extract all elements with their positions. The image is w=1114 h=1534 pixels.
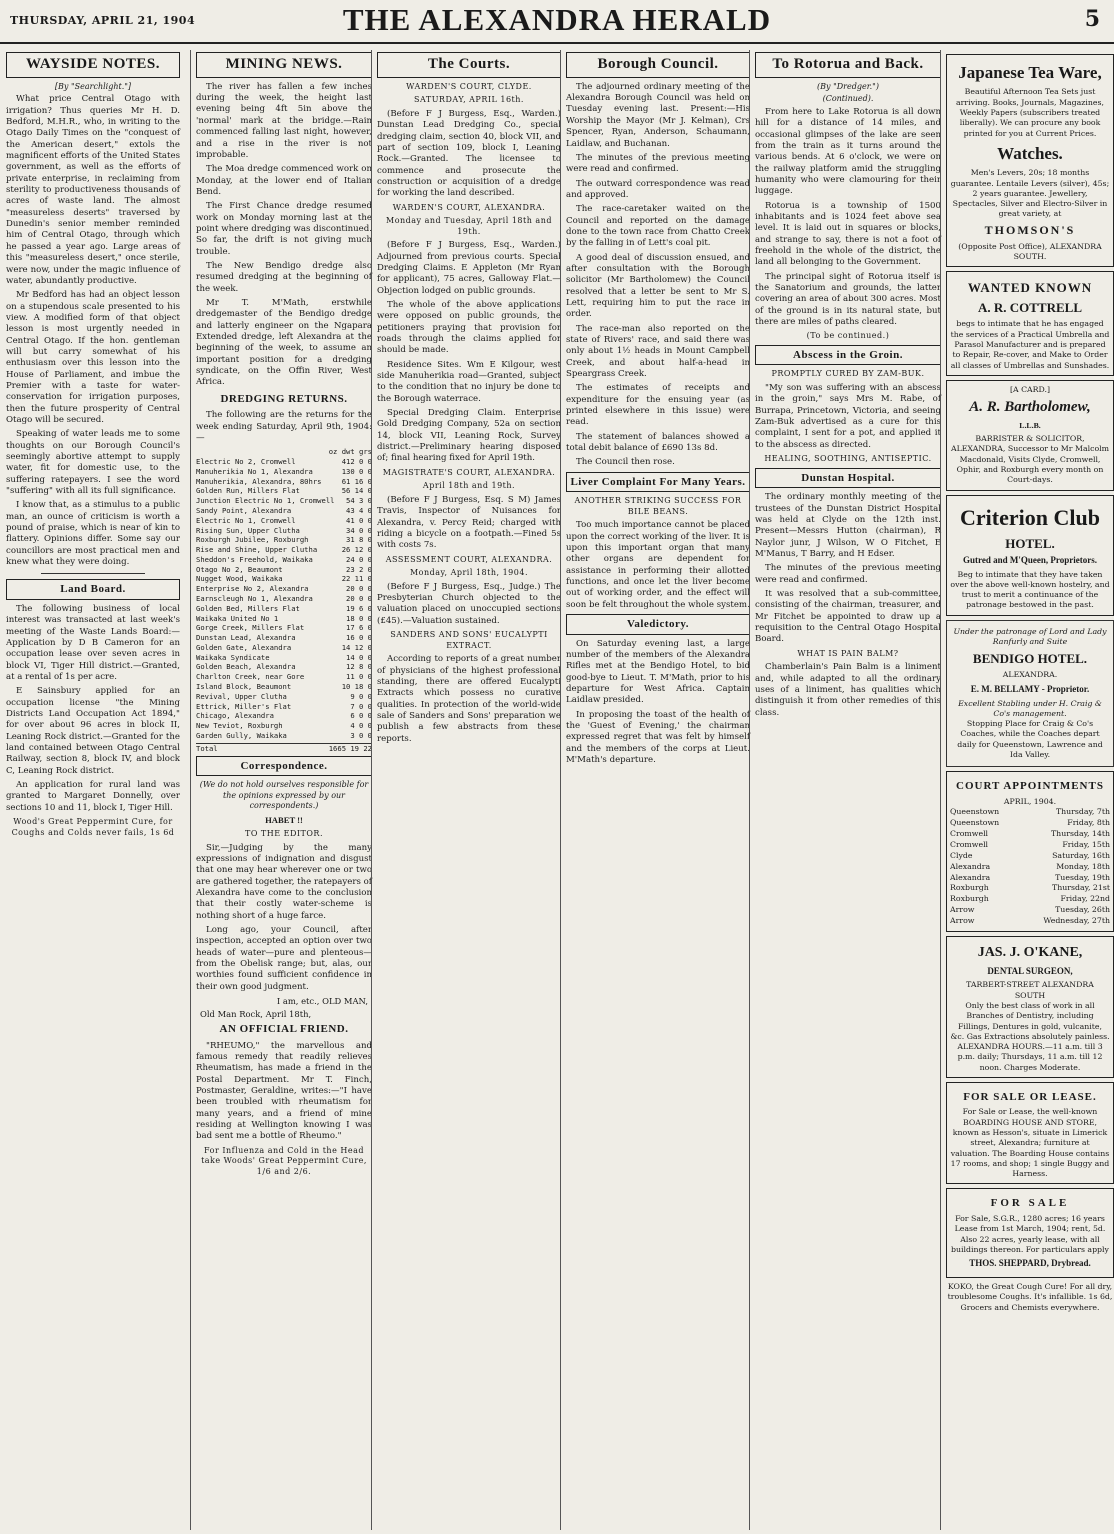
appointment-row: Queenstown Thursday, 7th	[950, 807, 1110, 817]
ad-body: Beautiful Afternoon Tea Sets just arriving. Books, Journals, Magazines, Weekly Papers (subscribers treated liberally). We can procure any book printed for you at Current Prices.	[956, 87, 1104, 138]
article-paragraph: (Before F J Burgess, Esq., Warden.) Dunstan Lead Dredging Co., special dredging claim, section 40, block VII, and part of section 109, block I, Leaning Rock.—Granted. The licensee to commence and prosecute the construction or acquisition of a dredge for working the land described.	[377, 108, 561, 199]
advertisement-snippet: Wood's Great Peppermint Cure, for Coughs and Colds never fails, 1s 6d	[11, 817, 175, 837]
ad-body: Only the best class of work in all Branches of Dentistry, including Fillings, Dentures in gold, vulcanite, &c. Gas Extractions absolutely painless.	[950, 1000, 1110, 1041]
ad-name: A. R. Bartholomew,	[969, 399, 1091, 416]
ad-body: Men's Levers, 20s; 18 months guarantee. Lentaile Levers (silver), 45s; 2 years guarantee. Jewellery, Spectacles, Silver and Electro-Silver in great variety, at	[950, 168, 1110, 219]
article-paragraph: The principal sight of Rotorua itself is the Sanatorium and grounds, the latter covering an area of about 300 acres. Most of the ground is in its natural state, but there are miles of paths cleared.	[755, 271, 941, 328]
continued-note: (To be continued.)	[806, 331, 890, 341]
table-row: Sandy Point, Alexandra 43 4 0	[196, 505, 372, 515]
column-courts	[371, 50, 566, 1530]
table-row: Ettrick, Miller's Flat 7 0 0	[196, 701, 372, 711]
court-date: Monday and Tuesday, April 18th and 19th.	[386, 216, 552, 236]
column-advertisements	[940, 50, 1114, 1530]
table-row: Earnscleugh No 1, Alexandra 20 0 0	[196, 594, 372, 603]
ad-month: APRIL, 1904.	[1003, 796, 1057, 806]
article-paragraph: The whole of the above applications were opposed on public grounds, the petitioners praying that provision for roads through the claims applied for should be made.	[377, 300, 561, 356]
article-paragraph: The adjourned ordinary meeting of the Alexandra Borough Council was held on Tuesday evening last. Present:—His Worship the Mayor (Mr J. Kelman), Crs Spencer, Ryan, Anderson, Schaumann, Laidlaw, and Buchanan.	[566, 81, 750, 149]
article-paragraph: (Before F J Burgess, Esq. S M) James Travis, Inspector of Nuisances for Alexandra, v. Percy Reid; charged with riding a bicycle on a footpath.—Fined 5s with costs 7s.	[377, 494, 561, 551]
ad-town: ALEXANDRA.	[1002, 670, 1058, 680]
ad-proprietor: E. M. BELLAMY - Proprietor.	[970, 683, 1090, 694]
table-row: Revival, Upper Clutha 9 0 0	[196, 691, 372, 701]
article-paragraph: On Saturday evening last, a large number of the members of the Alexandra Rifles met at the Bendigo Hotel, to bid good-bye to Lieut. T. M'Math, prior to his departure for West Africa. Captain Laidlaw presided.	[566, 638, 750, 706]
ad-name: THOS. SHEPPARD, Drybread.	[969, 1258, 1091, 1269]
ad-bartholomew	[946, 380, 1114, 491]
appointment-row: Alexandra Monday, 18th	[950, 861, 1110, 871]
section-heading-official-friend: AN OFFICIAL FRIEND.	[219, 1023, 349, 1036]
article-paragraph: An application for rural land was granted to Margaret Donnelly, over sections 10 and 11, block I, Tiger Hill.	[6, 780, 180, 813]
table-row: Junction Electric No 1, Cromwell 54 3 0	[196, 496, 372, 506]
advertisement-snippet: For Influenza and Cold in the Head take Woods' Great Peppermint Cure, 1/6 and 2/6.	[201, 1145, 367, 1176]
ad-dentist	[946, 936, 1114, 1078]
article-paragraph: It was resolved that a sub-committee, consisting of the chairman, treasurer, and Mr Fitchet be appointed to draw up a requisition to the Central Otago Hospital Board.	[755, 588, 941, 645]
ad-for-sale	[946, 1188, 1114, 1278]
ad-title: COURT APPOINTMENTS	[956, 780, 1104, 793]
divider	[41, 573, 145, 574]
article-paragraph: "My son was suffering with an abscess in the groin," says Mrs M. Rabe, of Burrapa, Princetown, Victoria, and seeing Zam-Buk advertised as a cure for this complaint, I sent for a pot, and applied it to the abscess as directed.	[755, 383, 941, 450]
ad-hours: ALEXANDRA HOURS.—11 a.m. till 3 p.m. daily; Thursdays, 11 a.m. till 12 noon. Charges Moderate.	[957, 1042, 1103, 1072]
appointment-row: Roxburgh Friday, 22nd	[950, 894, 1110, 904]
column-borough-council	[560, 50, 755, 1530]
table-row: Waikaka Syndicate 14 0 0	[196, 652, 372, 662]
table-row: Waikaka United No 1 18 0 0	[196, 613, 372, 623]
section-heading-dredging-returns: DREDGING RETURNS.	[220, 392, 348, 405]
article-subheading: ANOTHER STRIKING SUCCESS FOR BILE BEANS.	[574, 496, 742, 516]
letter-paragraph: Sir,—Judging by the many expressions of indignation and disgust that one may hear wherever one or two are gathered together, the ratepayers of Alexandra have come to the conclusion that their costly water-scheme is nothing short of a huge farce.	[196, 842, 372, 921]
tagline: HEALING, SOOTHING, ANTISEPTIC.	[764, 454, 932, 464]
section-heading-liver-complaint: Liver Complaint For Many Years.	[566, 472, 750, 493]
article-paragraph: Mr Bedford has had an object lesson on a stupendous scale presented to his view. A modified form of that object lesson is most urgently needed in Central Otago. If the hon. gentleman will but carry somewhat of his enthusiasm over this lesson into the House of Parliament, and imbue the Premier with a taste for water-conservation for irrigation purposes, then the future prosperity of Central Otago will be secured.	[6, 290, 180, 425]
article-paragraph: In proposing the toast of the health of the 'Guest of Evening,' the chairman expressed regret that was felt by himself and the members of the corps at Lieut. M'Math's departure.	[566, 709, 750, 766]
table-row: Chicago, Alexandra 6 0 0	[196, 711, 372, 721]
column-rotorua	[749, 50, 946, 1530]
table-row: Manuherikia, Alexandra, 80hrs 61 16 0	[196, 476, 372, 486]
newspaper-title: THE ALEXANDRA HERALD	[342, 2, 772, 37]
ad-bendigo-hotel	[946, 620, 1114, 768]
ad-title: Watches.	[997, 143, 1063, 163]
ad-for-sale-or-lease	[946, 1082, 1114, 1184]
table-row: Garden Gully, Waikaka 3 0 0	[196, 730, 372, 740]
court-subheading: WARDEN'S COURT, CLYDE.	[406, 81, 532, 91]
section-heading-dunstan-hospital: Dunstan Hospital.	[755, 468, 941, 489]
article-paragraph: The river has fallen a few inches during the week, the height last evening being 4ft 5in above the 'normal' mark at the bridge.—Rain commenced falling last night, however, and a rise in the river is not improbable.	[196, 81, 372, 160]
ad-criterion-club	[946, 495, 1114, 616]
ad-body: For Sale or Lease, the well-known BOARDING HOUSE AND STORE, known as Hesson's, situate in Limerick street, Alexandra; furniture at valuation. The Boarding House contains 17 rooms, and shop; 1 single Buggy and Harness.	[950, 1107, 1110, 1179]
article-paragraph: The First Chance dredge resumed work on Monday morning last at the point where dredging was discontinued. So far, the drift is not giving much trouble.	[196, 201, 372, 257]
table-row: Dunstan Lead, Alexandra 16 0 0	[196, 633, 372, 643]
article-subheading: WHAT IS PAIN BALM?	[797, 648, 899, 658]
ad-title: Japanese Tea Ware,	[958, 63, 1102, 82]
article-paragraph: The estimates of receipts and expenditure for the ensuing year (as printed elsewhere in this issue) were read.	[566, 383, 750, 428]
appointment-row: Cromwell Thursday, 14th	[950, 828, 1110, 838]
table-row: Golden Run, Millers Flat 56 14 0	[196, 486, 372, 496]
article-paragraph: The following are the returns for the week ending Saturday, April 9th, 1904:—	[196, 410, 372, 443]
article-paragraph: According to reports of a great number of physicians of the highest professional standing, there are offered Eucalypti Extracts which possess no curative qualities. In protection of the world-wide sale of Sanders and Sons' preparation we publish a few abstracts from these reports.	[377, 654, 561, 744]
ad-subtitle: DENTAL SURGEON,	[987, 965, 1073, 976]
letter-addressee: TO THE EDITOR.	[244, 829, 323, 838]
article-subheading: PROMPTLY CURED BY ZAM-BUK.	[771, 369, 925, 379]
table-row: Charlton Creek, near Gore 11 0 0	[196, 672, 372, 682]
article-paragraph: From here to Lake Rotorua is all down hill for a distance of 14 miles, and occasional glimpses of the lake are seen from the train as it turns around the various bends. At 6 o'clock, we were on the railway platform amid the struggling humanity who were clamouring for their luggage.	[755, 106, 941, 197]
court-subheading: MAGISTRATE'S COURT, ALEXANDRA.	[382, 467, 556, 477]
article-paragraph: The minutes of the previous meeting were read and confirmed.	[566, 152, 750, 175]
article-paragraph: Chamberlain's Pain Balm is a liniment and, while adapted to all the ordinary uses of a liniment, has qualities which distinguish it from other remedies of this class.	[755, 662, 941, 718]
court-subheading: ASSESSMENT COURT, ALEXANDRA.	[385, 554, 553, 564]
ad-proprietors: Gutred and M'Queen, Proprietors.	[963, 554, 1097, 565]
ad-name: THOMSON'S	[984, 222, 1076, 237]
ad-koko: KOKO, the Great Cough Cure! For all dry, troublesome Coughs. It's infallible. 1s 6d, Grocers and Chemists everywhere.	[947, 1281, 1113, 1312]
ad-court-appointments	[946, 771, 1114, 932]
article-paragraph: Residence Sites. Wm E Kilgour, west side Manuherikia road—Granted, subject to the condition that no injury be done to the Borough waterrace.	[377, 359, 561, 404]
article-paragraph: The New Bendigo dredge also resumed dredging at the beginning of the week.	[196, 260, 372, 294]
letter-signature: I am, etc., OLD MAN,	[276, 996, 368, 1007]
page-number: 5	[1084, 6, 1100, 32]
appointment-row: Alexandra Tuesday, 19th	[950, 872, 1110, 882]
section-heading-abscess: Abscess in the Groin.	[755, 345, 941, 366]
byline: [By "Searchlight."]	[54, 81, 132, 91]
ad-title: WANTED KNOWN	[967, 280, 1093, 296]
table-row: Electric No 1, Cromwell 41 0 0	[196, 515, 372, 525]
article-paragraph: The outward correspondence was read and approved.	[566, 178, 750, 200]
ad-body: begs to intimate that he has engaged the services of a Practical Umbrella and Parasol Manufacturer and is prepared to Repair, Re-cover, and Make to Order all classes of Umbrellas and Sunshades.	[950, 319, 1110, 370]
table-header: oz dwt grs	[328, 447, 372, 457]
article-paragraph: Rotorua is a township of 1500 inhabitants and is 1024 feet above sea level. It is laid out in squares or blocks, and strange to say, there is not a foot of freehold in the whole of the district, the land all belonging to the Government.	[755, 200, 941, 268]
article-paragraph: The Moa dredge commenced work on Monday, at the lower end of Italian Bend.	[196, 164, 372, 197]
section-heading-correspondence: Correspondence.	[196, 756, 372, 777]
article-paragraph: The statement of balances showed a total debit balance of £690 13s 8d.	[566, 431, 750, 454]
table-row: Enterprise No 2, Alexandra 20 0 0	[196, 584, 372, 594]
ad-title: FOR SALE	[990, 1197, 1070, 1210]
table-row: Sheddon's Freehold, Waikaka 24 0 0	[196, 554, 372, 564]
article-paragraph: The race-caretaker waited on the Council and reported on the damage done to the town race from Chatto Creek by the falling in of Lett's coal pit.	[566, 204, 750, 249]
ad-title: FOR SALE OR LEASE.	[963, 1090, 1097, 1103]
court-date: April 18th and 19th.	[422, 481, 516, 491]
ad-wanted-known	[946, 271, 1114, 376]
court-date: Monday, April 18th, 1904.	[409, 568, 528, 578]
ad-name: A. R. COTTRELL	[977, 300, 1083, 316]
table-row: Golden Gate, Alexandra 14 12 0	[196, 642, 372, 652]
column-wayside-notes	[6, 50, 184, 1530]
article-paragraph: Speaking of water leads me to some thoughts on our Borough Council's seemingly abortive attempt to supply water, fit for domestic use, to the suffering ratepayers. I see the word "suffering" with all its full significance.	[6, 429, 180, 497]
section-heading-mining-news: MINING NEWS.	[196, 52, 372, 78]
article-paragraph: I know that, as a stimulus to a public man, an ounce of criticism is worth a pound of praise, which is near of kin to flattery. Opinions differ. Some say our councillors are most practical men and knew what they were doing.	[6, 500, 180, 568]
ad-patronage: Under the patronage of Lord and Lady Ranfurly and Suite	[953, 626, 1107, 647]
court-subheading: WARDEN'S COURT, ALEXANDRA.	[392, 202, 546, 212]
appointment-row: Clyde Saturday, 16th	[950, 850, 1110, 860]
letter-title: HABET !!	[265, 814, 303, 825]
table-row: Rise and Shine, Upper Clutha 26 12 0	[196, 545, 372, 555]
ad-subtitle: HOTEL.	[1005, 535, 1055, 551]
masthead	[0, 0, 1114, 44]
table-row: Gorge Creek, Millers Flat 17 6 0	[196, 623, 372, 633]
appointment-row: Cromwell Friday, 15th	[950, 839, 1110, 849]
section-heading-borough-council: Borough Council.	[566, 52, 750, 78]
table-row: Island Block, Beaumont 10 18 0	[196, 682, 372, 692]
table-row: Golden Bed, Millers Flat 19 6 0	[196, 603, 372, 613]
table-row: New Teviot, Roxburgh 4 0 0	[196, 721, 372, 731]
byline: (By "Dredger.")	[817, 81, 879, 91]
article-paragraph: The race-man also reported on the state of Rivers' race, and said there was only about 1½ heads in Mount Campbell Creek, and about half-a-head in Speargrass Creek.	[566, 323, 750, 380]
editor-disclaimer: (We do not hold ourselves responsible for the opinions expressed by our correspondents.)	[199, 780, 369, 811]
letter-place: Old Man Rock, April 18th,	[200, 1009, 312, 1020]
section-heading-land-board: Land Board.	[6, 579, 180, 600]
article-paragraph: (Before F J Burgess, Esq., Warden.) Adjourned from previous courts. Special Dredging Claims. E Appleton (Mr Ryan for applicant), 75 acres, Galloway Flat.—Objection lodged on public grounds.	[377, 240, 561, 296]
appointment-row: Roxburgh Thursday, 21st	[950, 883, 1110, 893]
issue-date: THURSDAY, APRIL 21, 1904	[10, 14, 196, 27]
section-heading-wayside-notes: WAYSIDE NOTES.	[6, 52, 180, 78]
continued-note: (Continued).	[822, 94, 874, 104]
article-paragraph: Mr T. M'Math, erstwhile dredgemaster of the Bendigo dredge and latterly engineer on the Ngapara Extended dredge, left Alexandra at the beginning of the week, to assume an important position for a dredging syndicate, on the Offin River, West Africa.	[196, 297, 372, 388]
table-row: Nugget Wood, Waikaka 22 11 0	[196, 574, 372, 584]
table-row: Electric No 2, Cromwell 412 0 0	[196, 457, 372, 467]
ad-body: For Sale, S.G.R., 1280 acres; 16 years Lease from 1st March, 1904; rent, 5d. Also 22 acres, yearly lease, with all buildings thereon. For particulars apply	[951, 1213, 1109, 1254]
ad-stabling: Excellent Stabling under H. Craig & Co's management.	[958, 698, 1102, 718]
dredging-returns-table	[196, 447, 372, 753]
ad-title: JAS. J. O'KANE,	[977, 945, 1083, 961]
article-paragraph: The Council then rose.	[576, 457, 675, 468]
appointment-row: Arrow Wednesday, 27th	[950, 916, 1110, 926]
appointment-row: Queenstown Friday, 8th	[950, 818, 1110, 828]
table-row: Golden Beach, Alexandra 12 8 0	[196, 662, 372, 672]
ad-body: Beg to intimate that they have taken over the above well-known hostelry, and trust to merit a continuance of the patronage bestowed in the past.	[950, 569, 1110, 610]
article-paragraph: (Before F J Burgess, Esq., Judge.) The Presbyterian Church objected to the valuation placed on unoccupied sections (£45).—Valuation sustained.	[377, 581, 561, 626]
column-mining-news	[190, 50, 377, 1530]
ad-address: TARBERT-STREET ALEXANDRA SOUTH	[966, 980, 1094, 1000]
section-heading-valedictory: Valedictory.	[566, 614, 750, 635]
table-total-row: Total 1665 19 22	[196, 743, 372, 753]
ad-coaches: Stopping Place for Craig & Co's Coaches, while the Coaches depart daily for Queenstown, Lawrence and Ida Valley.	[957, 719, 1103, 760]
article-paragraph: E Sainsbury applied for an occupation license "the Mining Districts Land Occupation Act 1894," for over about 96 acres in block II, Leaning Rock district.—Granted for the land contained between Otago Central Railway, section 8, block IV, and block C, Leaning Rock district.	[6, 686, 180, 776]
article-paragraph: Too much importance cannot be placed upon the correct working of the liver. It is upon this important organ that many other organs are dependent for assistance in performing their allotted functions, and once let the liver become out of working order, and the effect will soon be felt throughout the whole system.	[566, 520, 750, 610]
court-date: SATURDAY, APRIL 16th.	[414, 95, 524, 105]
article-paragraph: "RHEUMO," the marvellous and famous remedy that readily relieves Rheumatism, has made a friend in the Postal Department. Mr T. Finch, Postmaster, Geraldine, writes:—"I have been troubled with rheumatism for many years, and a friend of mine residing at Wellington knowing I was bad sent me a bottle of Rheumo."	[196, 1040, 372, 1142]
article-paragraph: A good deal of discussion ensued, and after consultation with the Borough solicitor (Mr Bartholomew) the Council resolved that a letter be sent to Mr S. Lett, requiring him to put the race in order.	[566, 252, 750, 320]
article-paragraph: The ordinary monthly meeting of the trustees of the Dunstan District Hospital was held at Clyde on the 12th inst. Present—Messrs Hutton (chairman), R Naylor junr, J Wilson, W O Fitchet, E M'Manus, T Barry, and H Edser.	[755, 492, 941, 559]
article-paragraph: The minutes of the previous meeting were read and confirmed.	[755, 563, 941, 585]
ad-body: BARRISTER & SOLICITOR, ALEXANDRA, Successor to Mr Malcolm Macdonald, Visits Clyde, Cromwell, Ophir, and Roxburgh every month on Court-days.	[950, 434, 1110, 485]
section-heading-rotorua: To Rotorua and Back.	[755, 52, 941, 78]
table-row: Manuherikia No 1, Alexandra 130 0 0	[196, 466, 372, 476]
ad-address: (Opposite Post Office), ALEXANDRA SOUTH.	[958, 241, 1102, 261]
table-row: Rising Sun, Upper Clutha 34 0 0	[196, 525, 372, 535]
ad-degree: L.L.B.	[1019, 420, 1041, 430]
table-row: Roxburgh Jubilee, Roxburgh 31 8 0	[196, 535, 372, 545]
ad-title: BENDIGO HOTEL.	[972, 651, 1088, 667]
section-heading-courts: The Courts.	[377, 52, 561, 78]
ad-japanese-tea-ware	[946, 54, 1114, 267]
letter-paragraph: Long ago, your Council, after inspection, accepted an option over two heads of water—pure and plenteous—from the Obelisk range; but, alas, our worthies found sufficient confidence in their own good judgment.	[196, 924, 372, 992]
article-subheading: SANDERS AND SONS' EUCALYPTI EXTRACT.	[390, 630, 548, 650]
appointment-row: Arrow Tuesday, 26th	[950, 905, 1110, 915]
article-paragraph: The following business of local interest was transacted at last week's meeting of the Waste Lands Board:— Application by D B Cameron for an occupation lease over seven acres in block VI, Tiger Hill district.—Granted, at a rental of 1s per acre.	[6, 603, 180, 683]
article-paragraph: Special Dredging Claim. Enterprise Gold Dredging Company, 52a on section 14, block VII, Leaning Rock, Survey district.—Preliminary hearing disposed of; final hearing fixed for April 19th.	[377, 408, 561, 464]
article-paragraph: What price Central Otago with irrigation? Thus queries Mr H. D. Bedford, M.H.R., who, in writing to the Otago Daily Times on the "conquest of the American desert," extols the magnificent efforts of the United States government, as well as the efforts of private enterprise, in reclaiming from sterility to productiveness thousands of acres of waste land. The almost "measureless deserts" traversed by Dunedin's senior member reminded him of Central Otago, through which he passed a year ago. Large areas of this "measureless desert," once sterile, were now, under the magic influence of water, abundantly productive.	[6, 94, 180, 286]
table-row: Otago No 2, Beaumont 23 2 0	[196, 564, 372, 574]
ad-card-label: [A CARD.]	[1009, 384, 1051, 394]
ad-title: Criterion Club	[960, 504, 1100, 530]
